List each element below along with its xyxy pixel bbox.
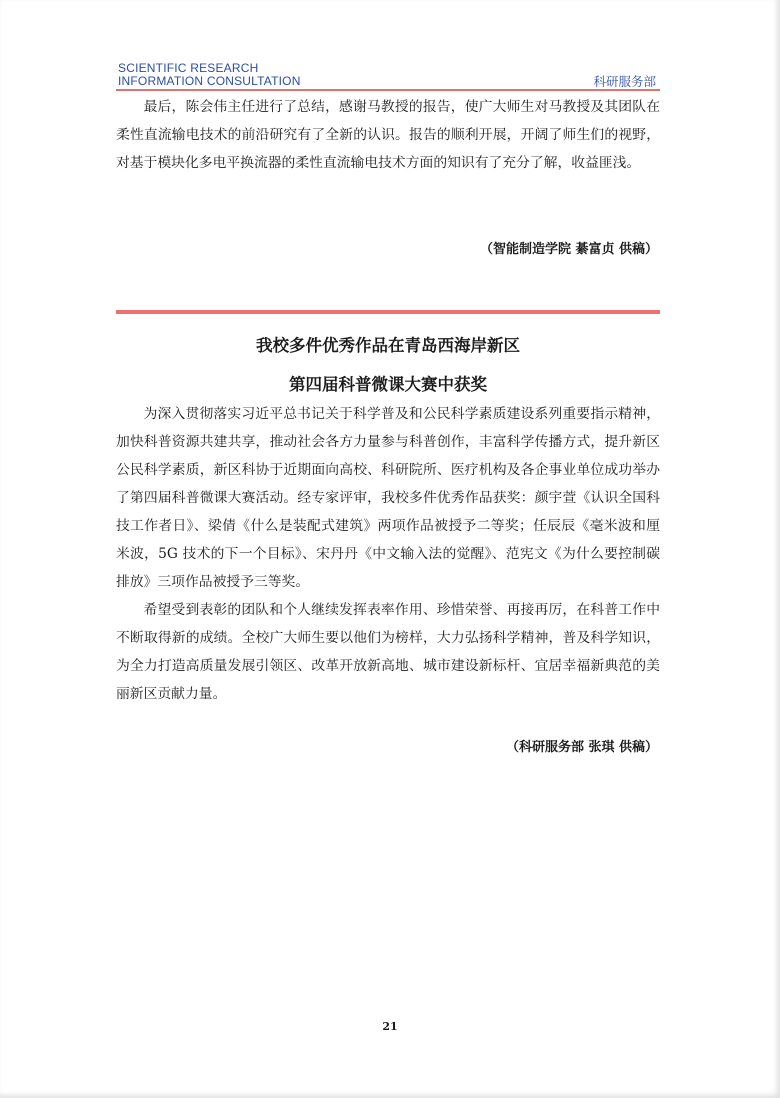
article2-title-line1: 我校多件优秀作品在青岛西海岸新区: [256, 336, 520, 355]
header-en-line1: SCIENTIFIC RESEARCH: [118, 61, 259, 75]
article1-credit: （智能制造学院 綦富贞 供稿）: [479, 242, 658, 257]
header-rule: [116, 89, 660, 91]
article2-title-line2: 第四届科普微课大赛中获奖: [289, 375, 487, 394]
header-department: 科研服务部: [593, 74, 656, 89]
section-divider: [116, 310, 660, 314]
page-number: 21: [382, 1020, 398, 1033]
article1-body: [116, 93, 660, 177]
article1-paragraph: 最后，陈会伟主任进行了总结，感谢马教授的报告，使广大师生对马教授及其团队在柔性直流输电技术的前沿研究有了全新的认识。报告的顺利开展，开阔了师生们的视野，对基于模块化多电平换流器的柔性直流输电技术方面的知识有了充分了解，收益匪浅。: [116, 99, 660, 171]
header-english-title: [118, 62, 301, 88]
article2-paragraph-2: 希望受到表彰的团队和个人继续发挥表率作用、珍惜荣誉、再接再厉，在科普工作中不断取得新的成绩。全校广大师生要以他们为榜样，大力弘扬科学精神，普及科学知识，为全力打造高质量发展引领区、改革开放新高地、城市建设新标杆、宜居幸福新典范的美丽新区贡献力量。: [116, 602, 660, 702]
article2-body: [116, 400, 660, 708]
article2-paragraph-1: 为深入贯彻落实习近平总书记关于科学普及和公民科学素质建设系列重要指示精神，加快科普资源共建共享，推动社会各方力量参与科普创作，丰富科学传播方式，提升新区公民科学素质，新区科协于近期面向高校、科研院所、医疗机构及各企事业单位成功举办了第四届科普微课大赛活动。经专家评审，我校多件优秀作品获奖：颜宇萱《认识全国科技工作者日》、梁倩《什么是装配式建筑》两项作品被授予二等奖；任辰辰《毫米波和厘米波，5G 技术的下一个目标》、宋丹丹《中文输入法的觉醒》、范宪文《为什么要控制碳排放》三项作品被授予三等奖。: [116, 406, 660, 590]
header-en-line2: INFORMATION CONSULTATION: [118, 74, 301, 88]
article2-credit: （科研服务部 张琪 供稿）: [505, 740, 658, 755]
page-header: [116, 62, 660, 92]
